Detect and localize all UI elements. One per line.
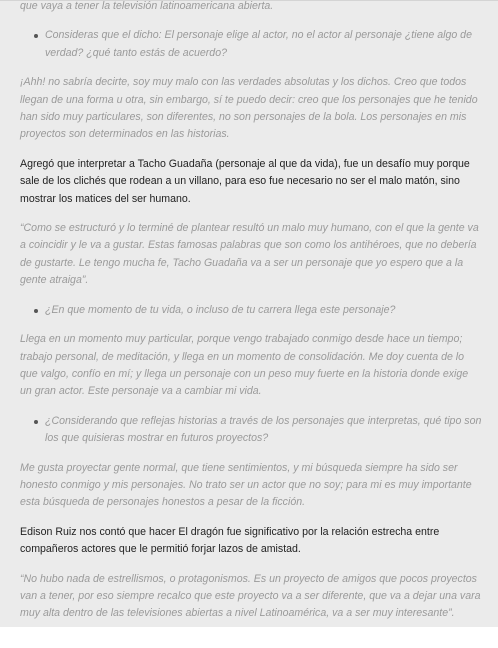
interview-answer: Llega en un momento muy particular, porque vengo trabajado conmigo desde hace un tiempo; trabajo personal, de meditación, y llega en un momento de consolidación. Me doy cuenta de lo que valgo, confío en mí; y llega un personaje con un peso muy fuerte en la historia donde exige un gran actor. Este personaje va a cambiar mi vida. xyxy=(20,333,469,398)
interview-answer: ¡Ahh! no sabría decirte, soy muy malo con las verdades absolutas y los dichos. Creo que todos llegan de una forma u otra, sin embargo, sí te puedo decir: creo que los personajes que he tenido han sido muy particulares, son diferentes, no son personajes de la bola. Los personajes en mis proyectos son determinados en las historias. xyxy=(20,76,478,141)
question-list xyxy=(20,302,482,319)
question-list xyxy=(20,413,482,448)
interview-answer: Me gusta proyectar gente normal, que tiene sentimientos, y mi búsqueda siempre ha sido ser honesto conmigo y mis personajes. No trato ser un actor que no soy; para mi es muy importante esta búsqueda de personajes honestos a pesar de la ficción. xyxy=(20,461,472,509)
question-list xyxy=(20,27,482,62)
narrative-paragraph: Agregó que interpretar a Tacho Guadaña (personaje al que da vida), fue un desafío muy porque sale de los clichés que rodean a un villano, para eso fue necesario no ser el malo matón, sino mostrar los matices del ser humano. xyxy=(20,157,470,205)
quote-paragraph: “Como se estructuró y lo terminé de plantear resultó un malo muy humano, con el que la gente va a coincidir y le va a gustar. Estas famosas palabras que son como los antihéroes, que no debería de gustarte. Le tengo mucha fe, Tacho Guadaña va a ser un personaje que yo espero que a la gente atraiga”. xyxy=(20,222,479,287)
page-bottom xyxy=(0,627,498,648)
quote-paragraph: “No hubo nada de estrellismos, o protagonismos. Es un proyecto de amigos que pocos proyectos van a tener, por eso siempre recalco que este proyecto va a ser diferente, que va a dejar una vara muy alta dentro de las televisiones abiertas a nivel Latinoamérica, va a ser muy interesante”. xyxy=(20,572,481,620)
interview-question: ¿Considerando que reflejas historias a través de los personajes que interpretas, qué tipo son los que quisieras mostrar en futuros proyectos? xyxy=(45,413,482,448)
paragraph-continuation: que vaya a tener la televisión latinoamericana abierta. xyxy=(20,0,274,12)
narrative-paragraph: Edison Ruiz nos contó que hacer El dragón fue significativo por la relación estrecha entre compañeros actores que le permitió forjar lazos de amistad. xyxy=(20,525,440,556)
interview-question: Consideras que el dicho: El personaje elige al actor, no el actor al personaje ¿tiene algo de verdad? ¿qué tanto estás de acuerdo? xyxy=(45,27,482,62)
interview-question: ¿En que momento de tu vida, o incluso de tu carrera llega este personaje? xyxy=(45,302,482,319)
